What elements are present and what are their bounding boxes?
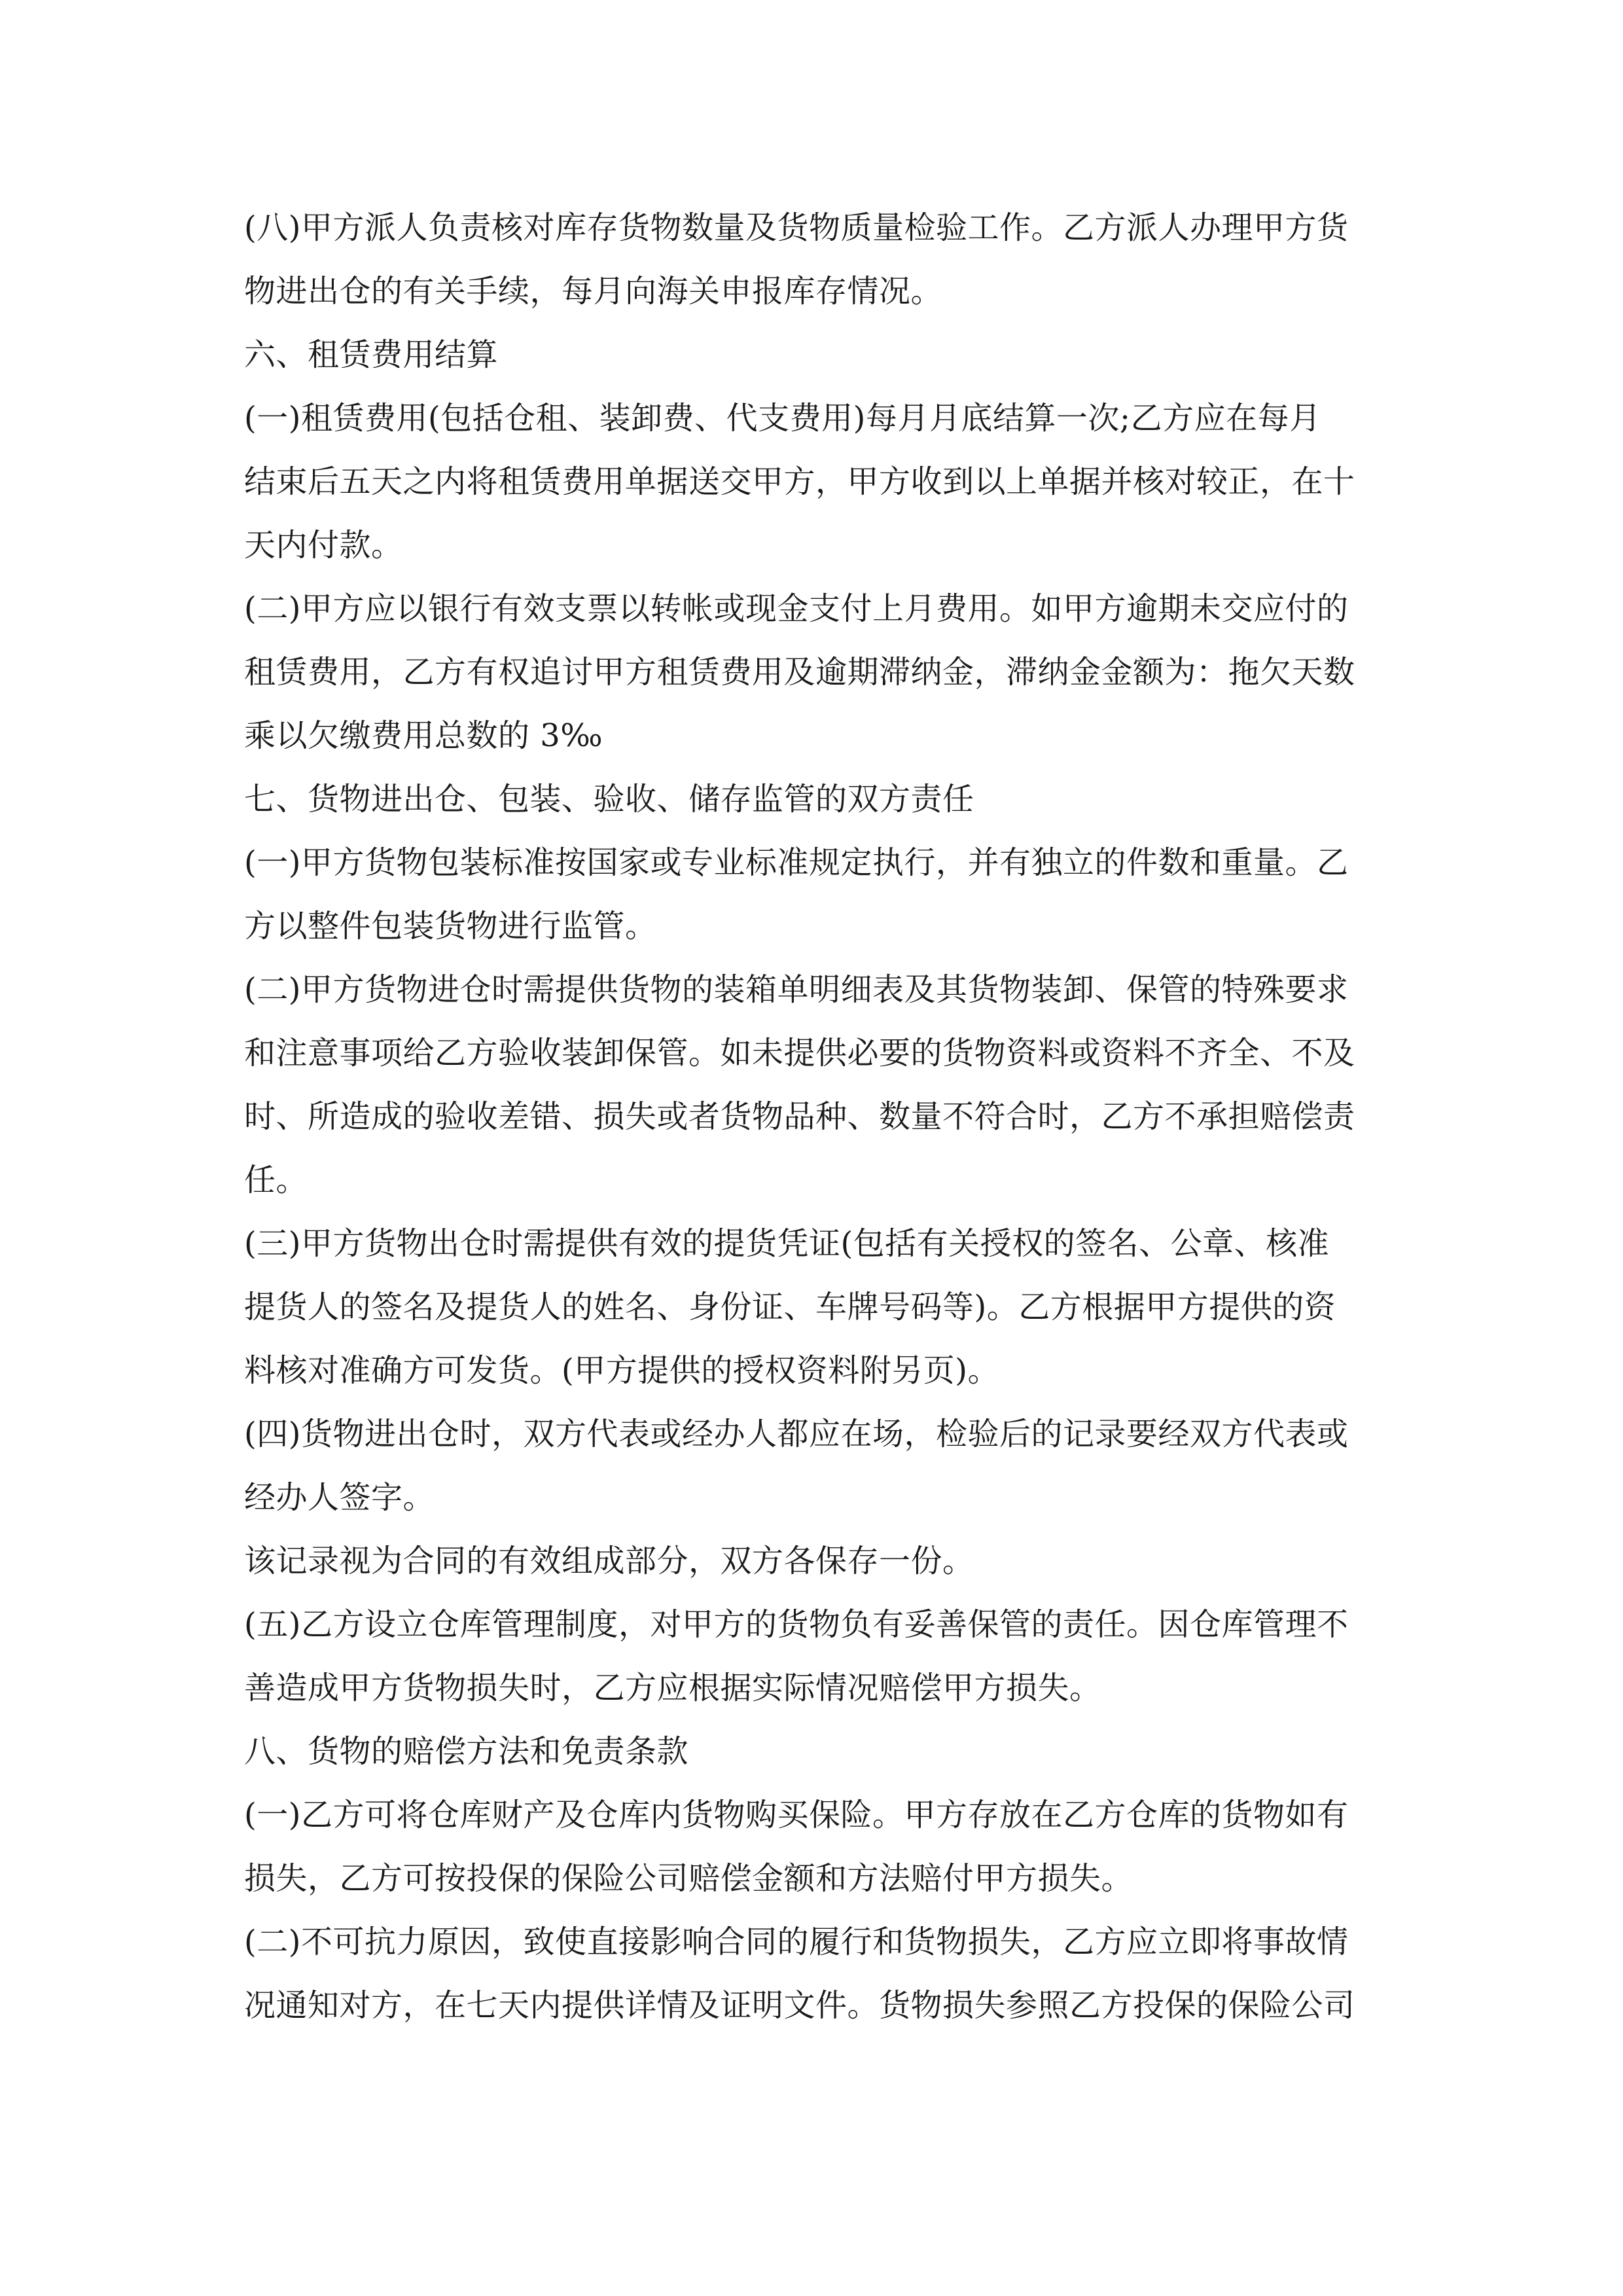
text-line: 租赁费用，乙方有权追讨甲方租赁费用及逾期滞纳金，滞纳金金额为：拖欠天数 (244, 654, 1355, 691)
text-line: 时、所造成的验收差错、损失或者货物品种、数量不符合时，乙方不承担赔偿责 (244, 1098, 1355, 1135)
text-line: (一)租赁费用(包括仓租、装卸费、代支费用)每月月底结算一次;乙方应在每月 (244, 400, 1321, 437)
text-line: (五)乙方设立仓库管理制度，对甲方的货物负有妥善保管的责任。因仓库管理不 (244, 1606, 1349, 1643)
text-line: 提货人的签名及提货人的姓名、身份证、车牌号码等)。乙方根据甲方提供的资 (244, 1289, 1336, 1325)
text-line: 善造成甲方货物损失时，乙方应根据实际情况赔偿甲方损失。 (244, 1670, 1101, 1706)
text-line: 和注意事项给乙方验收装卸保管。如未提供必要的货物资料或资料不齐全、不及 (244, 1035, 1355, 1071)
text-line: (二)甲方应以银行有效支票以转帐或现金支付上月费用。如甲方逾期未交应付的 (244, 590, 1349, 627)
text-line: 经办人签字。 (244, 1479, 435, 1516)
text-line: 方以整件包装货物进行监管。 (244, 908, 657, 944)
section-heading: 六、租赁费用结算 (244, 336, 499, 373)
text-line: 乘以欠缴费用总数的 3‰ (244, 717, 603, 754)
text-line: (八)甲方派人负责核对库存货物数量及货物质量检验工作。乙方派人办理甲方货 (244, 209, 1349, 246)
text-line: 结束后五天之内将租赁费用单据送交甲方，甲方收到以上单据并核对较正，在十 (244, 463, 1355, 500)
text-line: (二)甲方货物进仓时需提供货物的装箱单明细表及其货物装卸、保管的特殊要求 (244, 971, 1349, 1008)
text-line: 天内付款。 (244, 527, 403, 564)
text-line: (二)不可抗力原因，致使直接影响合同的履行和货物损失，乙方应立即将事故情 (244, 1924, 1349, 1960)
text-line: (四)货物进出仓时，双方代表或经办人都应在场，检验后的记录要经双方代表或 (244, 1416, 1349, 1452)
text-line: (一)甲方货物包装标准按国家或专业标准规定执行，并有独立的件数和重量。乙 (244, 844, 1349, 881)
text-line: (一)乙方可将仓库财产及仓库内货物购买保险。甲方存放在乙方仓库的货物如有 (244, 1797, 1349, 1833)
section-heading: 八、货物的赔偿方法和免责条款 (244, 1733, 689, 1770)
text-line: 该记录视为合同的有效组成部分，双方各保存一份。 (244, 1543, 974, 1579)
text-line: 任。 (244, 1162, 308, 1198)
section-heading: 七、货物进出仓、包装、验收、储存监管的双方责任 (244, 781, 974, 817)
text-line: (三)甲方货物出仓时需提供有效的提货凭证(包括有关授权的签名、公章、核准 (244, 1225, 1330, 1262)
text-line: 况通知对方，在七天内提供详情及证明文件。货物损失参照乙方投保的保险公司 (244, 1987, 1355, 2024)
text-line: 物进出仓的有关手续，每月向海关申报库存情况。 (244, 273, 943, 310)
text-line: 料核对准确方可发货。(甲方提供的授权资料附另页)。 (244, 1352, 999, 1389)
text-line: 损失，乙方可按投保的保险公司赔偿金额和方法赔付甲方损失。 (244, 1860, 1133, 1897)
document-body (244, 196, 1383, 2037)
